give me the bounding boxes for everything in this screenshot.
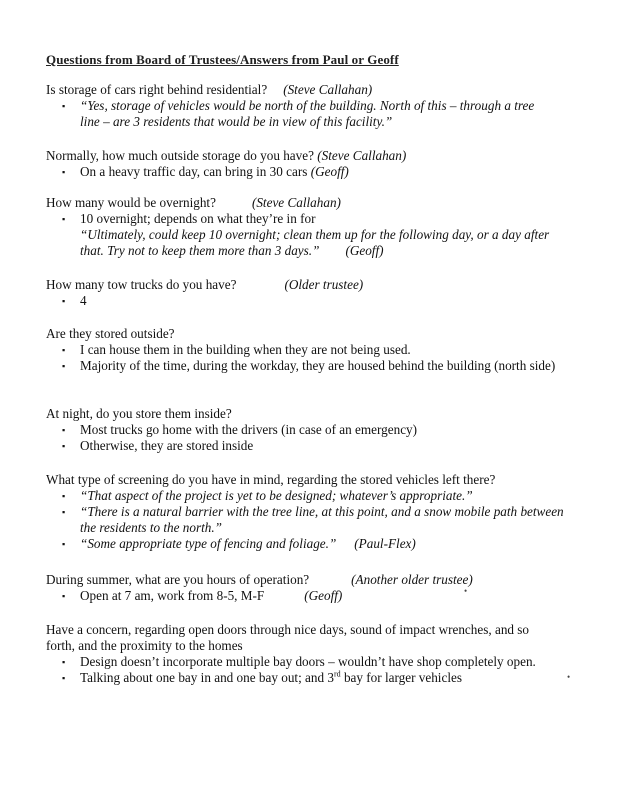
bullet-icon: ▪ — [62, 345, 66, 355]
qa-block-1 — [46, 82, 586, 130]
answer-text: “There is a natural barrier with the tree line, at this point, and a snow mobile path between the residents to the north.” — [80, 504, 564, 535]
answer-item — [46, 488, 586, 504]
bullet-icon: ▪ — [62, 491, 66, 501]
question-text: How many tow trucks do you have? — [46, 277, 237, 292]
question-5 — [46, 326, 586, 342]
question-1 — [46, 82, 586, 98]
answer-speaker: (Geoff) — [310, 164, 349, 179]
answer-text: bay for larger vehicles — [340, 670, 462, 685]
answer-item — [46, 358, 560, 374]
bullet-icon: ▪ — [62, 361, 66, 371]
bullet-icon: ▪ — [62, 296, 66, 306]
question-speaker: (Another older trustee) — [351, 572, 473, 587]
answer-text: Otherwise, they are stored inside — [80, 438, 254, 453]
answer-speaker: (Paul-Flex) — [354, 536, 416, 551]
answer-text: I can house them in the building when they are not being used. — [80, 342, 411, 357]
answer-speaker: (Geoff) — [304, 588, 343, 603]
bullet-icon: ▪ — [62, 539, 66, 549]
bullet-icon: ▪ — [62, 591, 66, 601]
answer-list — [46, 164, 586, 180]
answer-text: Design doesn’t incorporate multiple bay doors – wouldn’t have shop completely open. — [80, 654, 536, 669]
answer-text: 4 — [80, 293, 87, 308]
qa-block-4 — [46, 277, 586, 309]
bullet-icon: ▪ — [62, 673, 66, 683]
question-text: Is storage of cars right behind residential? — [46, 82, 268, 97]
answer-list — [46, 654, 586, 686]
answer-item — [46, 588, 586, 604]
answer-item — [46, 211, 570, 259]
answer-item — [46, 98, 550, 130]
bullet-icon: ▪ — [62, 167, 66, 177]
answer-text: On a heavy traffic day, can bring in 30 cars — [80, 164, 308, 179]
answer-list — [46, 342, 586, 374]
question-speaker: (Steve Callahan) — [283, 82, 373, 97]
answer-text: “That aspect of the project is yet to be designed; whatever’s appropriate.” — [80, 488, 473, 503]
answer-item — [46, 504, 570, 536]
question-7 — [46, 472, 586, 488]
scan-speck: • — [567, 672, 571, 682]
question-6 — [46, 406, 586, 422]
answer-item — [46, 342, 586, 358]
qa-block-8 — [46, 572, 586, 604]
bullet-icon: ▪ — [62, 425, 66, 435]
answer-list — [46, 211, 586, 259]
question-9 — [46, 622, 551, 654]
question-text: How many would be overnight? — [46, 195, 216, 210]
answer-item — [46, 293, 586, 309]
question-text: Have a concern, regarding open doors through nice days, sound of impact wrenches, and so forth, and the proximity to the homes — [46, 622, 530, 653]
answer-text: Majority of the time, during the workday, they are housed behind the building (north side) — [80, 358, 556, 373]
bullet-icon: ▪ — [62, 101, 66, 111]
question-2 — [46, 148, 586, 164]
answer-list — [46, 98, 586, 130]
answer-text: “Some appropriate type of fencing and foliage.” — [80, 536, 337, 551]
answer-item — [46, 422, 586, 438]
answer-item — [46, 670, 586, 686]
question-8 — [46, 572, 586, 588]
question-text: What type of screening do you have in mind, regarding the stored vehicles left there? — [46, 472, 496, 487]
answer-text: “Yes, storage of vehicles would be north of the building. North of this – through a tree line – are 3 residents that would be in view of this facility.” — [80, 98, 535, 129]
qa-block-9 — [46, 622, 586, 686]
question-speaker: (Older trustee) — [284, 277, 364, 292]
answer-superscript: rd — [333, 669, 341, 679]
bullet-icon: ▪ — [62, 441, 66, 451]
question-speaker: (Steve Callahan) — [251, 195, 341, 210]
answer-item — [46, 438, 586, 454]
answer-item — [46, 164, 586, 180]
question-speaker: (Steve Callahan) — [317, 148, 407, 163]
qa-block-5 — [46, 326, 586, 374]
answer-speaker: (Geoff) — [345, 243, 384, 258]
answer-item — [46, 536, 586, 552]
bullet-icon: ▪ — [62, 214, 66, 224]
bullet-icon: ▪ — [62, 657, 66, 667]
answer-list — [46, 588, 586, 604]
question-text: Normally, how much outside storage do you have? — [46, 148, 314, 163]
qa-block-3 — [46, 195, 586, 259]
question-text: At night, do you store them inside? — [46, 406, 232, 421]
question-3 — [46, 195, 586, 211]
question-text: Are they stored outside? — [46, 326, 175, 341]
scan-speck: • — [464, 586, 468, 596]
answer-text: Open at 7 am, work from 8-5, M-F — [80, 588, 265, 603]
qa-block-7 — [46, 472, 586, 552]
answer-list — [46, 422, 586, 454]
question-4 — [46, 277, 586, 293]
answer-text: Most trucks go home with the drivers (in case of an emergency) — [80, 422, 418, 437]
answer-item — [46, 654, 540, 670]
answer-text: 10 overnight; depends on what they’re in for — [80, 211, 316, 226]
document-title: Questions from Board of Trustees/Answers from Paul or Geoff — [46, 52, 399, 67]
qa-block-2 — [46, 148, 586, 180]
answer-text: Talking about one bay in and one bay out; and 3 — [80, 670, 334, 685]
answer-quote: “Ultimately, could keep 10 overnight; clean them up for the following day, or a day after that. Try not to keep them more than 3 days.” — [80, 227, 550, 258]
question-text: During summer, what are you hours of operation? — [46, 572, 310, 587]
answer-list — [46, 293, 586, 309]
bullet-icon: ▪ — [62, 507, 66, 517]
answer-list — [46, 488, 586, 552]
qa-block-6 — [46, 406, 586, 454]
